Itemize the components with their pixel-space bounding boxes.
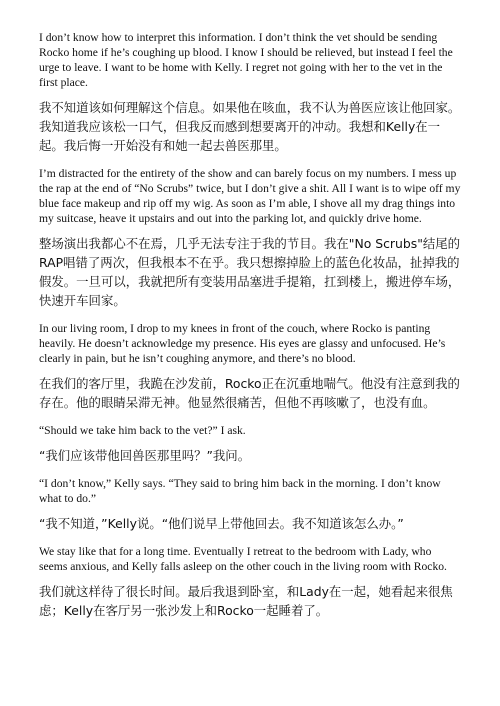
- paragraph-en-4: “Should we take him back to the vet?” I ask.: [39, 424, 246, 437]
- paragraph-zh-2: 整场演出我都心不在焉，几乎无法专注于我的节目。我在"No Scrubs"结尾的RAP唱错了两次，但我根本不在乎。我只想擦掉脸上的蓝色化妆品，扯掉我的假发。一旦可以，我就把所有变装用品塞进手提箱，扛到楼上，搬进停车场，快速开车回家。: [39, 236, 461, 308]
- paragraph-zh-4: “我们应该带他回兽医那里吗？”我问。: [39, 448, 251, 463]
- paragraph-en-1: I don’t know how to interpret this information. I don’t think the vet should be sending Rocko home if he’s coughing up blood. I know I should be relieved, but instead I feel the urge to leave. I want to be home with Kelly. I regret not going with her to the vet in the first place.: [39, 31, 453, 89]
- paragraph-en-2: I’m distracted for the entirety of the show and can barely focus on my numbers. I mess up the rap at the end of “No Scrubs” twice, but I don’t give a shit. All I want is to wipe off my blue face makeup and rip off my wig. As soon as I’m able, I shove all my drag things into my suitcase, heave it upstairs and out into the parking lot, and quickly drive home.: [39, 167, 461, 225]
- paragraph-zh-6: 我们就这样待了很长时间。最后我退到卧室，和Lady在一起，她看起来很焦虑；Kelly在客厅另一张沙发上和Rocko一起睡着了。: [39, 584, 453, 618]
- paragraph-zh-3: 在我们的客厅里，我跪在沙发前，Rocko正在沉重地喘气。他没有注意到我的存在。他的眼睛呆滞无神。他显然很痛苦，但他不再咳嗽了，也没有血。: [39, 376, 460, 410]
- paragraph-en-3: In our living room, I drop to my knees in front of the couch, where Rocko is panting heavily. He doesn’t acknowledge my presence. His eyes are glassy and unfocused. He’s clearly in pain, but he isn’t coughing anymore, and there’s no blood.: [39, 322, 446, 365]
- paragraph-en-6: We stay like that for a long time. Eventually I retreat to the bedroom with Lady, who seems anxious, and Kelly falls asleep on the other couch in the living room with Rocko.: [39, 545, 447, 573]
- paragraph-zh-1: 我不知道该如何理解这个信息。如果他在咳血，我不认为兽医应该让他回家。我知道我应该松一口气，但我反而感到想要离开的冲动。我想和Kelly在一起。我后悔一开始没有和她一起去兽医那里。: [39, 100, 461, 153]
- paragraph-zh-5: “我不知道，”Kelly说。“他们说早上带他回去。我不知道该怎么办。”: [39, 516, 404, 531]
- paragraph-en-5: “I don’t know,” Kelly says. “They said to bring him back in the morning. I don’t know what to do.”: [39, 477, 441, 505]
